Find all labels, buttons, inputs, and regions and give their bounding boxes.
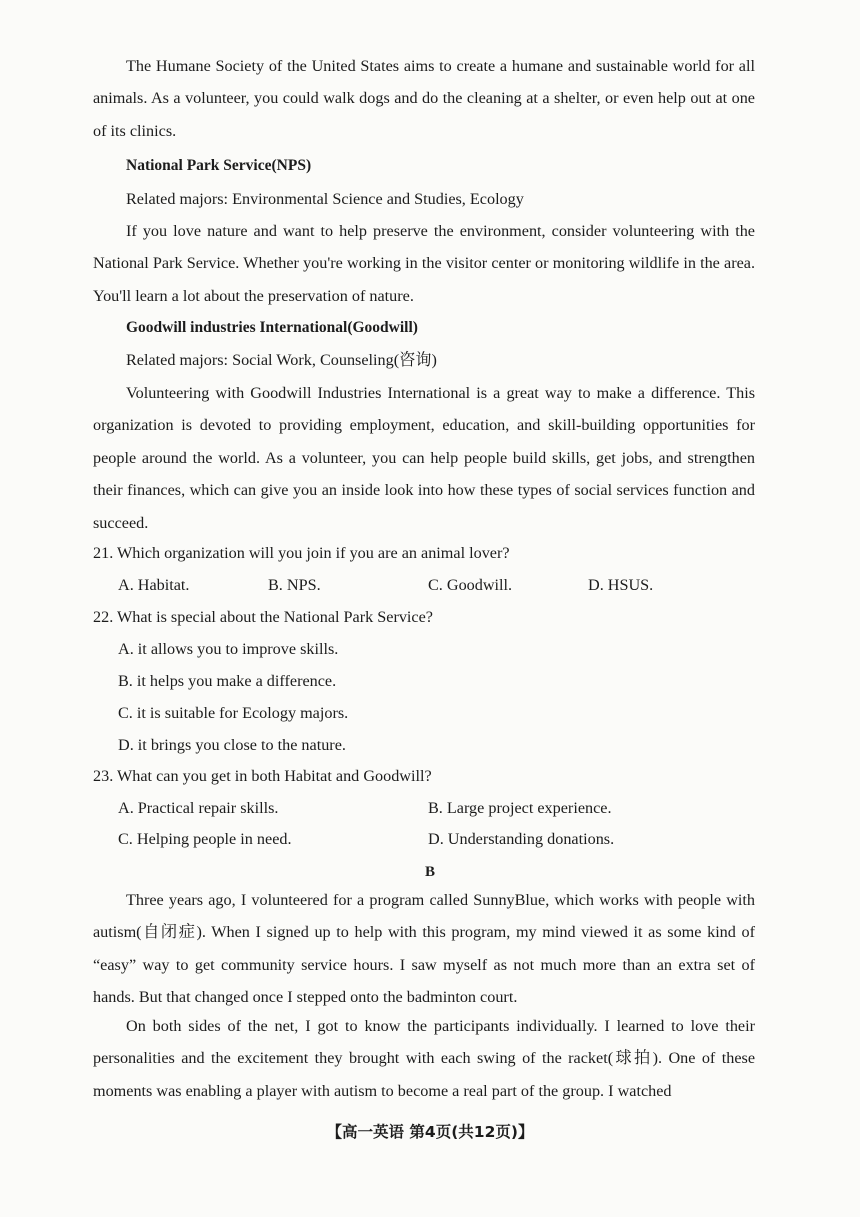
question-21-option-c: C. Goodwill. — [428, 576, 513, 594]
question-23-option-b: B. Large project experience. — [428, 799, 612, 817]
hsus-paragraph: The Humane Society of the United States aims to create a humane and sustainable world for all animals. As a volunteer, you could walk dogs and do the cleaning at a shelter, or even help out at one of its clinics. — [93, 57, 755, 140]
question-23-stem: 23. What can you get in both Habitat and Goodwill? — [93, 767, 432, 785]
nps-paragraph: If you love nature and want to help preserve the environment, consider volunteering with the National Park Service. Whether you're working in the visitor center or monitoring wildlife in the area. You'll learn a lot about the preservation of nature. — [93, 222, 755, 305]
nps-heading: National Park Service(NPS) — [126, 157, 312, 174]
question-21-stem: 21. Which organization will you join if you are an animal lover? — [93, 544, 510, 562]
page-footer: 【高一英语 第4页(共12页)】 — [326, 1123, 534, 1141]
question-22-option-d: D. it brings you close to the nature. — [118, 736, 346, 754]
question-23-option-d: D. Understanding donations. — [428, 830, 615, 848]
question-22-stem: 22. What is special about the National Park Service? — [93, 608, 433, 626]
question-23-option-c: C. Helping people in need. — [118, 830, 292, 848]
question-21-option-d: D. HSUS. — [588, 576, 654, 594]
goodwill-paragraph: Volunteering with Goodwill Industries International is a great way to make a difference. This organization is devoted to providing employment, education, and skill-building opportunities for people around the world. As a volunteer, you can help people build skills, get jobs, and strengthen their finances, which can give you an inside look into how these types of social services function and succeed. — [93, 384, 755, 532]
question-21-option-a: A. Habitat. — [118, 576, 190, 594]
question-21-option-b: B. NPS. — [268, 576, 321, 594]
question-22-option-b: B. it helps you make a difference. — [118, 672, 337, 690]
question-22-option-c: C. it is suitable for Ecology majors. — [118, 704, 349, 722]
goodwill-majors: Related majors: Social Work, Counseling(咨询) — [126, 351, 437, 369]
nps-majors: Related majors: Environmental Science and Studies, Ecology — [126, 190, 524, 208]
sunnyblue-paragraph-2: On both sides of the net, I got to know the participants individually. I learned to love their personalities and the excitement they brought with each swing of the racket(球拍). One of these moments was enabling a player with autism to become a real part of the group. I watched — [93, 1017, 755, 1100]
question-22-option-a: A. it allows you to improve skills. — [118, 640, 339, 658]
goodwill-heading: Goodwill industries International(Goodwill) — [126, 319, 418, 336]
sunnyblue-paragraph-1: Three years ago, I volunteered for a program called SunnyBlue, which works with people with autism(自闭症). When I signed up to help with this program, my mind viewed it as some kind of “easy” way to get community service hours. I saw myself as not much more than an extra set of hands. But that changed once I stepped onto the badminton court. — [93, 891, 755, 1007]
question-23-option-a: A. Practical repair skills. — [118, 799, 279, 817]
section-b-label: B — [424, 864, 435, 880]
